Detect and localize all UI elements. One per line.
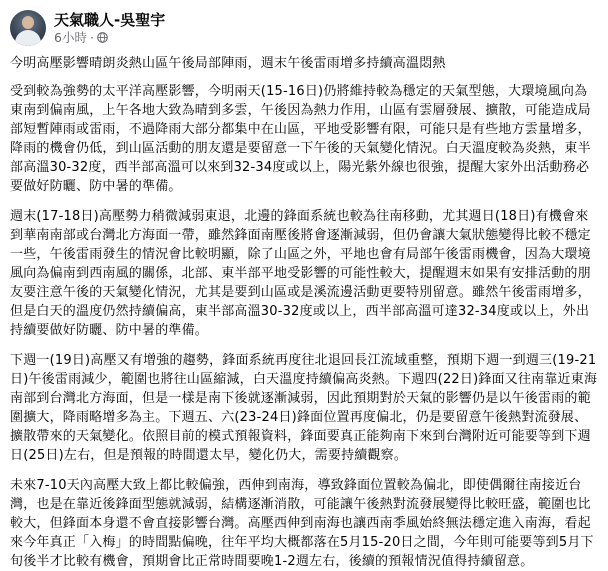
post-timestamp[interactable]: 6小時 <box>54 29 87 45</box>
post-subline <box>54 30 165 46</box>
globe-icon[interactable] <box>97 32 108 43</box>
avatar-shoulders-shape <box>15 30 41 46</box>
post-meta <box>54 11 165 46</box>
post-headline: 今明高壓影響晴朗炎熱山區午後局部陣雨，週末午後雷雨增多持續高溫悶熱 <box>10 56 446 71</box>
post-paragraph-1: 受到較為強勢的太平洋高壓影響，今明兩天(15-16日)仍將維持較為穩定的天氣型態，大環境風向為東南到偏南風，上午各地大致為晴到多雲，午後因為熱力作用，山區有雲層發展、擴散，可能造成局部短暫陣雨或雷雨，不過降雨大部分都集中在山區，平地受影響有限，可能只是有些地方雲量增多，降雨的機會仍低，到山區活動的朋友還是要留意一下午後的天氣變化情況。白天溫度較為炎熱，東半部高溫30-32度，西半部高溫可以來到32-34度或以上，陽光紫外線也很強，提醒大家外出活動務必要做好防曬、防中暑的準備。 <box>10 84 591 194</box>
post-header <box>10 8 598 48</box>
separator-dot: · <box>89 29 94 45</box>
avatar-head-shape <box>22 16 34 29</box>
post-paragraph-4: 未來7-10天內高壓大致上都比較偏強，西伸到南海，導致鋒面位置較為偏北，即使偶爾往南接近台灣，也是在靠近後鋒面型態就減弱，結構逐漸消散，可能讓午後熱對流發展變得比較旺盛，範圍也比較大，但鋒面本身還不會直接影響台灣。高壓西伸到南海也讓西南季風始終無法穩定進入南海，看起來今年真正「入梅」的時間點偏晚，往年平均大概都落在5月15-20日之間，今年則可能要等到5月下旬後半才比較有機會，預期會比正常時間要晚1-2週左右，後續的預報情況值得持續留意。 <box>10 478 594 569</box>
post-paragraph-3: 下週一(19日)高壓又有增強的趨勢，鋒面系統再度往北退回長江流域重整，預期下週一到週三(19-21日)午後雷雨減少，範圍也將往山區縮減，白天溫度持續偏高炎熱。下週四(22日)鋒面又往南靠近東海南部到台灣北方海面，但是一樣是南下後就逐漸減弱，因此預期對於天氣的影響仍是以午後雷雨的範圍擴大，降雨略增多為主。下週五、六(23-24日)鋒面位置再度偏北，仍是要留意午後熱對流發展、擴散帶來的天氣變化。依照目前的模式預報資料，鋒面要真正能夠南下來到台灣附近可能要等到下週日(25日)左右，但是預報的時間還太早，變化仍大，需要持續觀察。 <box>10 353 598 463</box>
author-name[interactable]: 天氣職人-吳聖宇 <box>54 10 166 29</box>
author-avatar[interactable] <box>10 10 46 46</box>
post-body <box>10 54 598 571</box>
post-paragraph-2: 週末(17-18日)高壓勢力稍微減弱東退，北邊的鋒面系統也較為往南移動，尤其週日(18日)有機會來到華南南部或台灣北方海面一帶，雖然鋒面南壓後將會逐漸減弱，但仍會讓大氣狀態變得比較不穩定一些，午後雷雨發生的情況會比較明顯，除了山區之外，平地也會有局部午後雷雨機會，因為大環境風向為偏南到西南風的關係，北部、東半部平地受影響的可能性較大，提醒週末如果有安排活動的朋友要注意午後的天氣變化情況，尤其是要到山區或是溪流邊活動更要特別留意。雖然午後雷雨增多，但是白天的溫度仍然持續偏高，東半部高溫30-32度或以上，西半部高溫可達32-34度或以上，外出持續要做好防曬、防中暑的準備。 <box>10 209 591 338</box>
